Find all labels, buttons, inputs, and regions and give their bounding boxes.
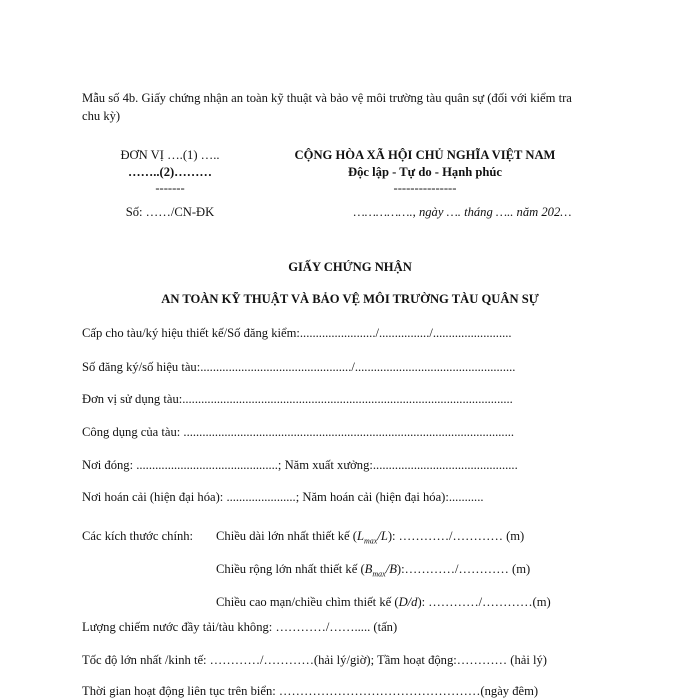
- title-line2: AN TOÀN KỸ THUẬT VÀ BẢO VỆ MÔI TRƯỜNG TÀU QUÂN SỰ: [161, 292, 539, 306]
- depth-suffix: ): …………/…………(m): [417, 595, 551, 609]
- field-width: [216, 563, 530, 579]
- depth-symbol: D/d: [398, 595, 418, 609]
- depth-prefix: Chiều cao mạn/chiều chìm thiết kế (: [216, 595, 399, 609]
- subunit-name: ……..(2)………: [128, 165, 212, 179]
- length-separator: /: [377, 529, 381, 543]
- field-depth: [216, 596, 551, 609]
- field-displacement: Lượng chiếm nước đầy tải/tàu không: …………/……..... (tấn): [82, 620, 398, 634]
- field-speed: Tốc độ lớn nhất /kinh tế: …………/…………(hải lý/giờ); Tầm hoạt động:………… (hải lý): [82, 653, 548, 667]
- right-divider: ---------------: [393, 181, 457, 195]
- length-symbol: L: [356, 529, 364, 543]
- width-suffix: ):…………/………… (m): [396, 562, 531, 576]
- length-suffix: ): …………/………… (m): [387, 529, 525, 543]
- field-built-at: Nơi đóng: .............................................; Năm xuất xưởng:..............................................: [82, 458, 518, 472]
- width-symbol-2: B: [389, 562, 397, 576]
- field-registration-number: Số đăng ký/số hiệu tàu:................................................/...................................................: [82, 360, 516, 374]
- unit-name: ĐƠN VỊ ….(1) …..: [120, 148, 220, 162]
- field-operator: Đơn vị sử dụng tàu:.........................................................................................................: [82, 392, 513, 406]
- form-caption-line2: chu kỳ): [82, 109, 121, 123]
- length-subscript: max: [363, 536, 378, 546]
- width-subscript: max: [372, 569, 386, 579]
- field-issued-to: Cấp cho tàu/ký hiệu thiết kế/Số đăng kiểm:......................../................/.........................: [82, 326, 512, 340]
- form-caption-line1: Mẫu số 4b. Giấy chứng nhận an toàn kỹ thuật và bảo vệ môi trường tàu quân sự (đối với kiểm tra: [82, 91, 572, 105]
- width-prefix: Chiều rộng lớn nhất thiết kế (: [216, 562, 365, 576]
- width-separator: /: [385, 562, 390, 576]
- left-divider: -------: [155, 181, 185, 195]
- issue-date: ……………., ngày …. tháng ….. năm 202…: [353, 205, 572, 219]
- motto: Độc lập - Tự do - Hạnh phúc: [348, 165, 502, 179]
- field-modernized: Nơi hoán cải (hiện đại hóa): ......................; Năm hoán cải (hiện đại hóa):...........: [82, 490, 484, 504]
- title-line1: GIẤY CHỨNG NHẬN: [288, 260, 412, 274]
- field-endurance: Thời gian hoạt động liên tục trên biển: …………………………………………(ngày đêm): [82, 684, 539, 698]
- length-prefix: Chiều dài lớn nhất thiết kế (: [216, 529, 357, 543]
- country-name: CỘNG HÒA XÃ HỘI CHỦ NGHĨA VIỆT NAM: [294, 148, 556, 162]
- width-symbol: B: [364, 562, 373, 576]
- document-number: Số: ……/CN-ĐK: [125, 205, 215, 219]
- field-purpose: Công dụng của tàu: .........................................................................................................: [82, 425, 515, 439]
- length-symbol-2: L: [380, 529, 388, 543]
- field-dimensions-label: Các kích thước chính:: [82, 529, 194, 543]
- field-length: [216, 530, 524, 546]
